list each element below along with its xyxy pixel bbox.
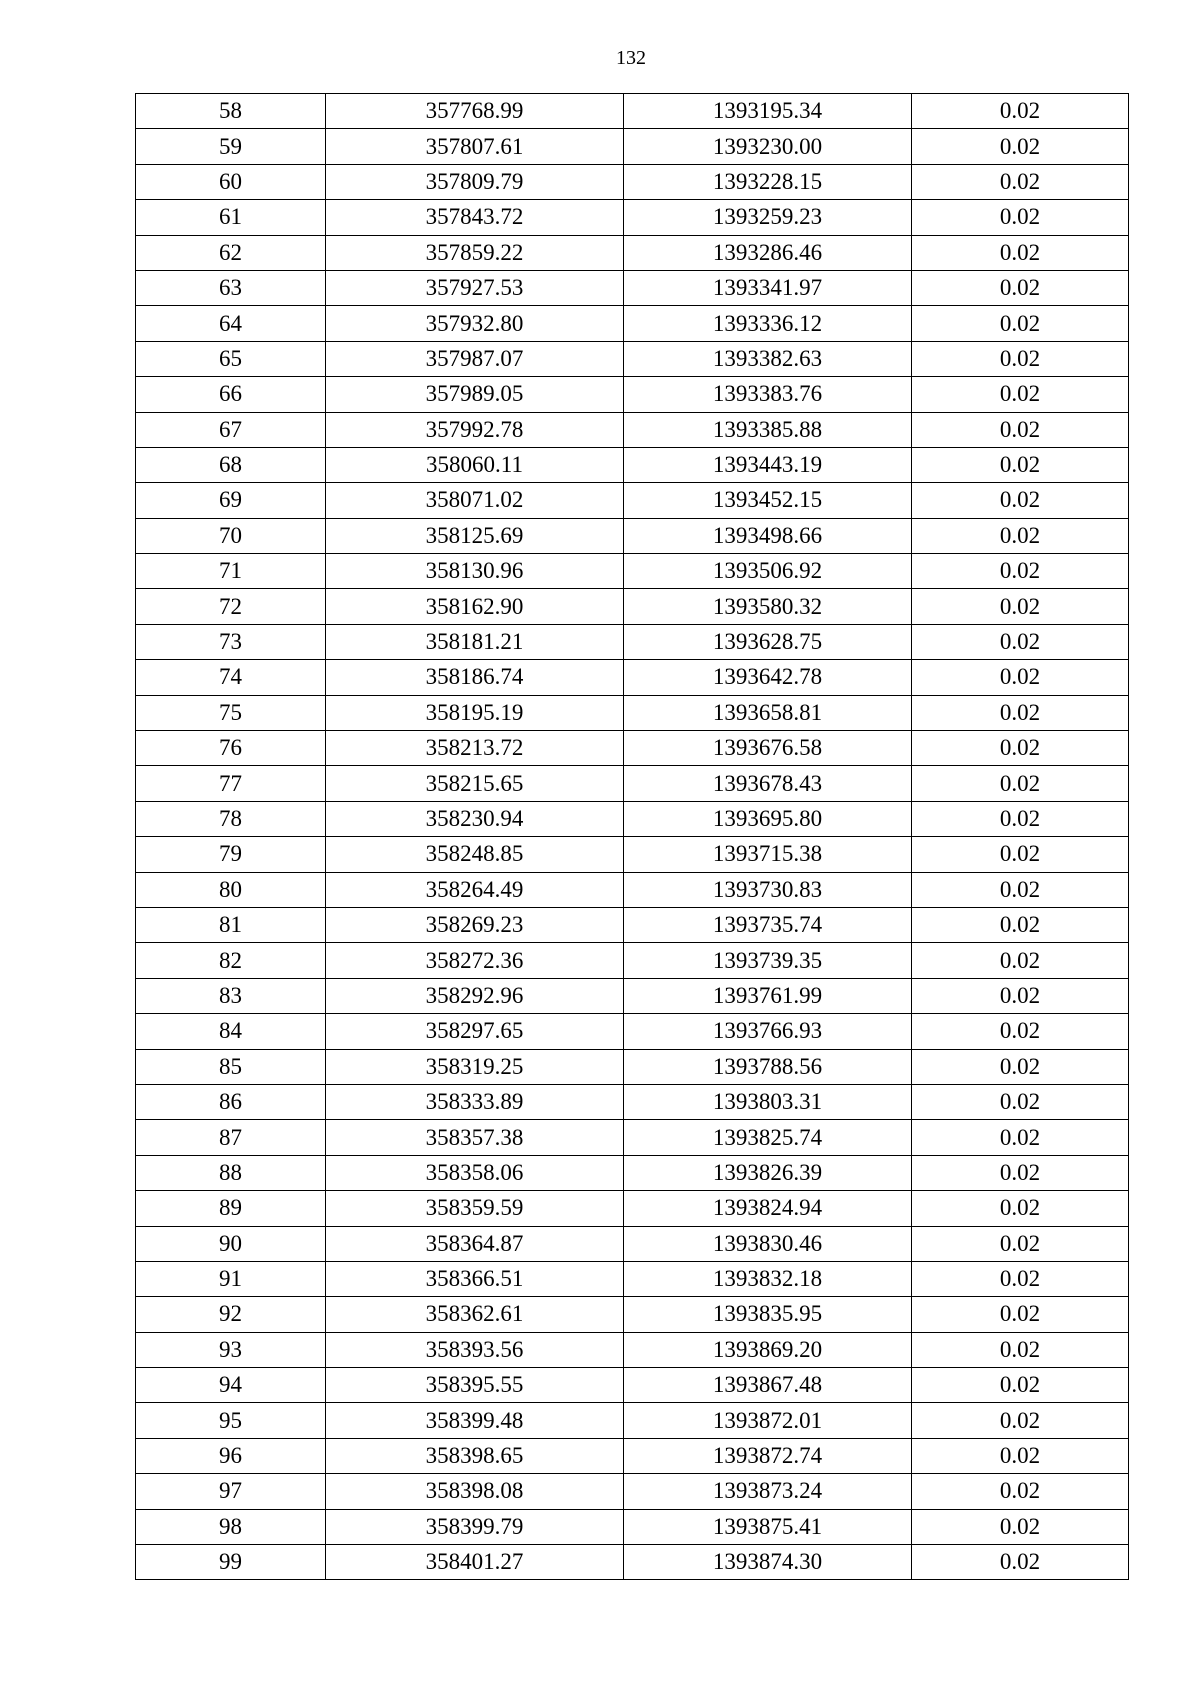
x-coordinate-cell: 358125.69: [326, 518, 624, 553]
table-row: [136, 1084, 1129, 1119]
error-value-cell: 0.02: [912, 907, 1129, 942]
y-coordinate-cell: 1393341.97: [624, 270, 912, 305]
error-value-cell: 0.02: [912, 164, 1129, 199]
y-coordinate-cell: 1393830.46: [624, 1226, 912, 1261]
y-coordinate-cell: 1393825.74: [624, 1120, 912, 1155]
x-coordinate-cell: 358195.19: [326, 695, 624, 730]
x-coordinate-cell: 358272.36: [326, 943, 624, 978]
x-coordinate-cell: 358130.96: [326, 554, 624, 589]
error-value-cell: 0.02: [912, 306, 1129, 341]
table-row: [136, 1191, 1129, 1226]
error-value-cell: 0.02: [912, 1049, 1129, 1084]
y-coordinate-cell: 1393766.93: [624, 1014, 912, 1049]
table-row: [136, 1403, 1129, 1438]
point-number-cell: 94: [136, 1368, 326, 1403]
point-number-cell: 65: [136, 341, 326, 376]
x-coordinate-cell: 358230.94: [326, 801, 624, 836]
point-number-cell: 81: [136, 907, 326, 942]
y-coordinate-cell: 1393195.34: [624, 94, 912, 129]
x-coordinate-cell: 358366.51: [326, 1261, 624, 1296]
y-coordinate-cell: 1393872.74: [624, 1438, 912, 1473]
point-number-cell: 59: [136, 129, 326, 164]
error-value-cell: 0.02: [912, 554, 1129, 589]
error-value-cell: 0.02: [912, 1545, 1129, 1580]
point-number-cell: 95: [136, 1403, 326, 1438]
table-row: [136, 1226, 1129, 1261]
x-coordinate-cell: 358364.87: [326, 1226, 624, 1261]
point-number-cell: 84: [136, 1014, 326, 1049]
error-value-cell: 0.02: [912, 1403, 1129, 1438]
error-value-cell: 0.02: [912, 341, 1129, 376]
y-coordinate-cell: 1393443.19: [624, 447, 912, 482]
table-row: [136, 1438, 1129, 1473]
x-coordinate-cell: 357987.07: [326, 341, 624, 376]
error-value-cell: 0.02: [912, 943, 1129, 978]
y-coordinate-cell: 1393658.81: [624, 695, 912, 730]
error-value-cell: 0.02: [912, 624, 1129, 659]
point-number-cell: 80: [136, 872, 326, 907]
y-coordinate-cell: 1393286.46: [624, 235, 912, 270]
x-coordinate-cell: 358398.65: [326, 1438, 624, 1473]
point-number-cell: 79: [136, 837, 326, 872]
table-row: [136, 1474, 1129, 1509]
point-number-cell: 73: [136, 624, 326, 659]
point-number-cell: 75: [136, 695, 326, 730]
x-coordinate-cell: 357843.72: [326, 200, 624, 235]
error-value-cell: 0.02: [912, 1509, 1129, 1544]
point-number-cell: 90: [136, 1226, 326, 1261]
table-row: [136, 907, 1129, 942]
point-number-cell: 67: [136, 412, 326, 447]
x-coordinate-cell: 358186.74: [326, 660, 624, 695]
x-coordinate-cell: 357992.78: [326, 412, 624, 447]
error-value-cell: 0.02: [912, 1474, 1129, 1509]
x-coordinate-cell: 357768.99: [326, 94, 624, 129]
x-coordinate-cell: 358292.96: [326, 978, 624, 1013]
table-row: [136, 270, 1129, 305]
x-coordinate-cell: 358071.02: [326, 483, 624, 518]
table-row: [136, 731, 1129, 766]
error-value-cell: 0.02: [912, 589, 1129, 624]
error-value-cell: 0.02: [912, 660, 1129, 695]
point-number-cell: 74: [136, 660, 326, 695]
x-coordinate-cell: 358333.89: [326, 1084, 624, 1119]
table-row: [136, 94, 1129, 129]
point-number-cell: 70: [136, 518, 326, 553]
y-coordinate-cell: 1393761.99: [624, 978, 912, 1013]
error-value-cell: 0.02: [912, 1120, 1129, 1155]
y-coordinate-cell: 1393628.75: [624, 624, 912, 659]
point-number-cell: 97: [136, 1474, 326, 1509]
point-number-cell: 60: [136, 164, 326, 199]
error-value-cell: 0.02: [912, 1332, 1129, 1367]
y-coordinate-cell: 1393678.43: [624, 766, 912, 801]
x-coordinate-cell: 358215.65: [326, 766, 624, 801]
table-row: [136, 1368, 1129, 1403]
error-value-cell: 0.02: [912, 837, 1129, 872]
error-value-cell: 0.02: [912, 1438, 1129, 1473]
y-coordinate-cell: 1393498.66: [624, 518, 912, 553]
y-coordinate-cell: 1393383.76: [624, 377, 912, 412]
y-coordinate-cell: 1393730.83: [624, 872, 912, 907]
table-row: [136, 447, 1129, 482]
x-coordinate-cell: 358393.56: [326, 1332, 624, 1367]
error-value-cell: 0.02: [912, 801, 1129, 836]
y-coordinate-cell: 1393506.92: [624, 554, 912, 589]
table-row: [136, 1297, 1129, 1332]
table-row: [136, 554, 1129, 589]
table-row: [136, 624, 1129, 659]
table-row: [136, 200, 1129, 235]
point-number-cell: 69: [136, 483, 326, 518]
error-value-cell: 0.02: [912, 94, 1129, 129]
point-number-cell: 71: [136, 554, 326, 589]
table-row: [136, 872, 1129, 907]
table-row: [136, 1332, 1129, 1367]
error-value-cell: 0.02: [912, 447, 1129, 482]
point-number-cell: 58: [136, 94, 326, 129]
y-coordinate-cell: 1393715.38: [624, 837, 912, 872]
error-value-cell: 0.02: [912, 1297, 1129, 1332]
x-coordinate-cell: 358297.65: [326, 1014, 624, 1049]
table-row: [136, 660, 1129, 695]
error-value-cell: 0.02: [912, 766, 1129, 801]
error-value-cell: 0.02: [912, 695, 1129, 730]
error-value-cell: 0.02: [912, 731, 1129, 766]
x-coordinate-cell: 358395.55: [326, 1368, 624, 1403]
table-row: [136, 801, 1129, 836]
y-coordinate-cell: 1393228.15: [624, 164, 912, 199]
y-coordinate-cell: 1393867.48: [624, 1368, 912, 1403]
error-value-cell: 0.02: [912, 377, 1129, 412]
error-value-cell: 0.02: [912, 1226, 1129, 1261]
y-coordinate-cell: 1393336.12: [624, 306, 912, 341]
x-coordinate-cell: 358213.72: [326, 731, 624, 766]
table-row: [136, 1261, 1129, 1296]
x-coordinate-cell: 358060.11: [326, 447, 624, 482]
y-coordinate-cell: 1393452.15: [624, 483, 912, 518]
table-row: [136, 129, 1129, 164]
x-coordinate-cell: 358401.27: [326, 1545, 624, 1580]
x-coordinate-cell: 357932.80: [326, 306, 624, 341]
table-row: [136, 695, 1129, 730]
y-coordinate-cell: 1393580.32: [624, 589, 912, 624]
error-value-cell: 0.02: [912, 235, 1129, 270]
table-row: [136, 978, 1129, 1013]
x-coordinate-cell: 358399.48: [326, 1403, 624, 1438]
coordinates-table: [135, 93, 1129, 1580]
x-coordinate-cell: 358264.49: [326, 872, 624, 907]
x-coordinate-cell: 357807.61: [326, 129, 624, 164]
point-number-cell: 92: [136, 1297, 326, 1332]
error-value-cell: 0.02: [912, 1155, 1129, 1190]
x-coordinate-cell: 358398.08: [326, 1474, 624, 1509]
x-coordinate-cell: 358399.79: [326, 1509, 624, 1544]
point-number-cell: 63: [136, 270, 326, 305]
y-coordinate-cell: 1393695.80: [624, 801, 912, 836]
table-row: [136, 1545, 1129, 1580]
y-coordinate-cell: 1393382.63: [624, 341, 912, 376]
error-value-cell: 0.02: [912, 483, 1129, 518]
table-row: [136, 1155, 1129, 1190]
point-number-cell: 85: [136, 1049, 326, 1084]
table-row: [136, 1014, 1129, 1049]
x-coordinate-cell: 358358.06: [326, 1155, 624, 1190]
y-coordinate-cell: 1393788.56: [624, 1049, 912, 1084]
y-coordinate-cell: 1393642.78: [624, 660, 912, 695]
x-coordinate-cell: 357809.79: [326, 164, 624, 199]
error-value-cell: 0.02: [912, 1014, 1129, 1049]
point-number-cell: 91: [136, 1261, 326, 1296]
point-number-cell: 72: [136, 589, 326, 624]
page-number: 132: [616, 47, 646, 69]
table-row: [136, 766, 1129, 801]
point-number-cell: 89: [136, 1191, 326, 1226]
point-number-cell: 66: [136, 377, 326, 412]
y-coordinate-cell: 1393259.23: [624, 200, 912, 235]
error-value-cell: 0.02: [912, 1368, 1129, 1403]
x-coordinate-cell: 358248.85: [326, 837, 624, 872]
point-number-cell: 99: [136, 1545, 326, 1580]
point-number-cell: 86: [136, 1084, 326, 1119]
x-coordinate-cell: 357927.53: [326, 270, 624, 305]
table-row: [136, 1509, 1129, 1544]
x-coordinate-cell: 358162.90: [326, 589, 624, 624]
x-coordinate-cell: 358181.21: [326, 624, 624, 659]
table-row: [136, 412, 1129, 447]
error-value-cell: 0.02: [912, 1261, 1129, 1296]
table-row: [136, 164, 1129, 199]
x-coordinate-cell: 357859.22: [326, 235, 624, 270]
point-number-cell: 96: [136, 1438, 326, 1473]
error-value-cell: 0.02: [912, 129, 1129, 164]
y-coordinate-cell: 1393872.01: [624, 1403, 912, 1438]
point-number-cell: 77: [136, 766, 326, 801]
y-coordinate-cell: 1393875.41: [624, 1509, 912, 1544]
y-coordinate-cell: 1393874.30: [624, 1545, 912, 1580]
table-row: [136, 483, 1129, 518]
error-value-cell: 0.02: [912, 270, 1129, 305]
x-coordinate-cell: 357989.05: [326, 377, 624, 412]
point-number-cell: 82: [136, 943, 326, 978]
error-value-cell: 0.02: [912, 1084, 1129, 1119]
error-value-cell: 0.02: [912, 1191, 1129, 1226]
table-row: [136, 589, 1129, 624]
point-number-cell: 88: [136, 1155, 326, 1190]
x-coordinate-cell: 358362.61: [326, 1297, 624, 1332]
table-row: [136, 341, 1129, 376]
x-coordinate-cell: 358269.23: [326, 907, 624, 942]
point-number-cell: 64: [136, 306, 326, 341]
y-coordinate-cell: 1393869.20: [624, 1332, 912, 1367]
error-value-cell: 0.02: [912, 872, 1129, 907]
x-coordinate-cell: 358319.25: [326, 1049, 624, 1084]
y-coordinate-cell: 1393803.31: [624, 1084, 912, 1119]
table-row: [136, 235, 1129, 270]
point-number-cell: 78: [136, 801, 326, 836]
coordinates-table-body: [136, 94, 1129, 1580]
y-coordinate-cell: 1393676.58: [624, 731, 912, 766]
table-row: [136, 1049, 1129, 1084]
error-value-cell: 0.02: [912, 200, 1129, 235]
x-coordinate-cell: 358359.59: [326, 1191, 624, 1226]
table-row: [136, 377, 1129, 412]
point-number-cell: 68: [136, 447, 326, 482]
error-value-cell: 0.02: [912, 412, 1129, 447]
error-value-cell: 0.02: [912, 518, 1129, 553]
point-number-cell: 98: [136, 1509, 326, 1544]
y-coordinate-cell: 1393835.95: [624, 1297, 912, 1332]
table-row: [136, 943, 1129, 978]
y-coordinate-cell: 1393739.35: [624, 943, 912, 978]
point-number-cell: 76: [136, 731, 326, 766]
y-coordinate-cell: 1393230.00: [624, 129, 912, 164]
error-value-cell: 0.02: [912, 978, 1129, 1013]
y-coordinate-cell: 1393873.24: [624, 1474, 912, 1509]
point-number-cell: 62: [136, 235, 326, 270]
point-number-cell: 83: [136, 978, 326, 1013]
x-coordinate-cell: 358357.38: [326, 1120, 624, 1155]
table-row: [136, 837, 1129, 872]
y-coordinate-cell: 1393735.74: [624, 907, 912, 942]
point-number-cell: 87: [136, 1120, 326, 1155]
y-coordinate-cell: 1393824.94: [624, 1191, 912, 1226]
y-coordinate-cell: 1393826.39: [624, 1155, 912, 1190]
point-number-cell: 61: [136, 200, 326, 235]
point-number-cell: 93: [136, 1332, 326, 1367]
table-row: [136, 518, 1129, 553]
y-coordinate-cell: 1393832.18: [624, 1261, 912, 1296]
table-row: [136, 1120, 1129, 1155]
table-row: [136, 306, 1129, 341]
y-coordinate-cell: 1393385.88: [624, 412, 912, 447]
